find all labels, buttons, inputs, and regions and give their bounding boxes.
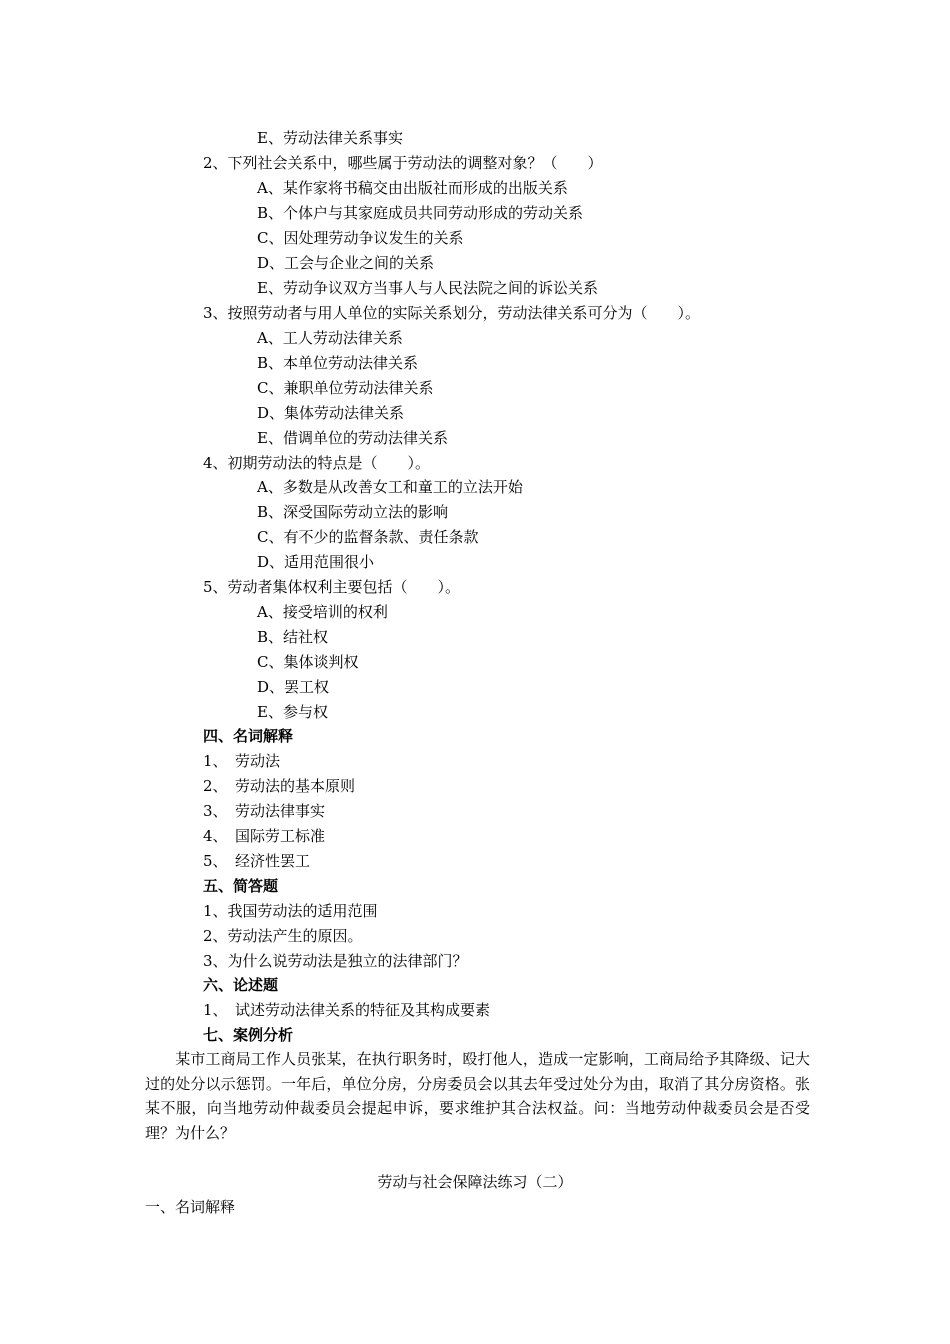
option-line: B、本单位劳动法律关系 [257,354,419,372]
option-line: D、罢工权 [257,678,330,696]
case-paragraph [145,1047,810,1145]
practice-title: 劳动与社会保障法练习（二） [377,1173,573,1191]
option-line: B、个体户与其家庭成员共同劳动形成的劳动关系 [257,204,584,222]
option-line: B、结社权 [257,628,329,646]
option-line: D、适用范围很小 [257,553,375,571]
question-line: 2、劳动法产生的原因。 [203,927,363,945]
option-line: E、劳动法律关系事实 [257,129,403,147]
question-line: 2、下列社会关系中，哪些属于劳动法的调整对象？（ ） [203,154,603,172]
option-line: C、因处理劳动争议发生的关系 [257,229,464,247]
option-line: A、接受培训的权利 [257,603,388,621]
option-line: E、借调单位的劳动法律关系 [257,429,448,447]
term-line: 3、 劳动法律事实 [203,802,326,820]
section-heading: 四、名词解释 [203,727,294,745]
case-text: 某市工商局工作人员张某，在执行职务时，殴打他人，造成一定影响，工商局给予其降级、记大过的处分以示惩罚。一年后，单位分房，分房委员会以其去年受过处分为由，取消了其分房资格。张某不服，向当地劳动仲裁委员会提起申诉，要求维护其合法权益。问：当地劳动仲裁委员会是否受理？为什么？ [145,1050,810,1142]
section-heading: 七、案例分析 [203,1026,294,1044]
question-line: 1、我国劳动法的适用范围 [203,902,378,920]
option-line: C、集体谈判权 [257,653,359,671]
option-line: A、某作家将书稿交由出版社而形成的出版关系 [257,179,568,197]
option-line: B、深受国际劳动立法的影响 [257,503,449,521]
option-line: D、工会与企业之间的关系 [257,254,435,272]
term-line: 5、 经济性罢工 [203,852,311,870]
option-line: A、多数是从改善女工和童工的立法开始 [257,478,523,496]
practice-section-heading: 一、名词解释 [145,1198,236,1216]
question-line: 4、初期劳动法的特点是（ ）。 [203,454,431,472]
question-line: 3、为什么说劳动法是独立的法律部门？ [203,952,468,970]
section-heading: 六、论述题 [203,976,279,994]
question-line: 1、 试述劳动法律关系的特征及其构成要素 [203,1001,491,1019]
option-line: E、参与权 [257,703,328,721]
question-line: 3、按照劳动者与用人单位的实际关系划分，劳动法律关系可分为（ ）。 [203,304,701,322]
option-line: D、集体劳动法律关系 [257,404,405,422]
option-line: C、有不少的监督条款、责任条款 [257,528,479,546]
section-heading: 五、简答题 [203,877,279,895]
option-line: C、兼职单位劳动法律关系 [257,379,434,397]
option-line: A、工人劳动法律关系 [257,329,403,347]
option-line: E、劳动争议双方当事人与人民法院之间的诉讼关系 [257,279,598,297]
term-line: 1、 劳动法 [203,752,281,770]
term-line: 4、 国际劳工标准 [203,827,326,845]
term-line: 2、 劳动法的基本原则 [203,777,356,795]
question-line: 5、劳动者集体权利主要包括（ ）。 [203,578,461,596]
